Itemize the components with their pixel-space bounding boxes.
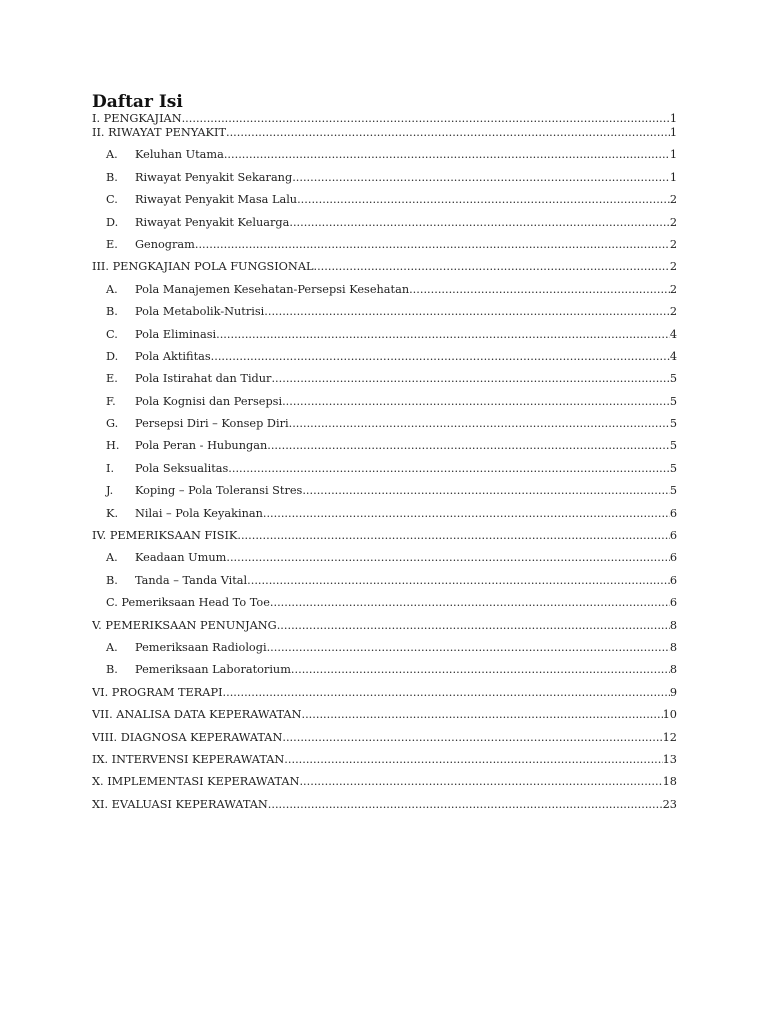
toc-entry-marker: A. — [106, 282, 118, 296]
dot-leader — [289, 417, 670, 430]
toc-entry-marker: B. — [106, 663, 118, 677]
dot-leader — [216, 328, 670, 341]
toc-entry-label: IX. INTERVENSI KEPERAWATAN — [92, 752, 285, 766]
toc-entry-label: Keluhan Utama — [135, 148, 224, 162]
toc-list — [92, 112, 677, 820]
toc-entry-marker: A. — [106, 640, 118, 654]
dot-leader — [247, 574, 670, 587]
toc-entry-marker: A. — [106, 551, 118, 565]
toc-entry-label: Riwayat Penyakit Masa Lalu — [135, 193, 298, 207]
toc-entry[interactable] — [92, 328, 677, 350]
toc-entry[interactable] — [92, 439, 677, 461]
toc-entry-page-number: 9 — [669, 685, 677, 699]
dot-leader — [226, 126, 670, 139]
toc-entry-page-number: 1 — [669, 126, 677, 139]
toc-entry-label: Genogram — [135, 237, 195, 251]
toc-entry-label: Persepsi Diri – Konsep Diri — [135, 417, 289, 431]
toc-title: Daftar Isi — [92, 92, 183, 112]
toc-entry-marker: K. — [106, 506, 119, 520]
toc-entry[interactable] — [92, 148, 677, 170]
toc-entry[interactable] — [92, 260, 677, 282]
toc-entry-page-number: 6 — [669, 506, 677, 520]
dot-leader — [182, 112, 670, 125]
toc-entry-marker: D. — [106, 349, 119, 363]
toc-entry-page-number: 10 — [662, 708, 677, 722]
dot-leader — [282, 731, 662, 744]
toc-entry-page-number: 6 — [669, 573, 677, 587]
toc-entry-label: VI. PROGRAM TERAPI — [92, 685, 223, 699]
dot-leader — [409, 283, 670, 296]
dot-leader — [297, 193, 670, 206]
toc-entry[interactable] — [92, 663, 677, 685]
toc-entry-page-number: 13 — [662, 752, 677, 766]
toc-entry-marker: B. — [106, 170, 118, 184]
toc-entry-label: V. PEMERIKSAAN PENUNJANG — [92, 618, 277, 632]
toc-entry-label: Pemeriksaan Radiologi — [135, 640, 267, 654]
toc-entry-label: Pola Seksualitas — [135, 461, 229, 475]
toc-entry[interactable] — [92, 507, 677, 529]
dot-leader — [228, 462, 670, 475]
toc-entry[interactable] — [92, 350, 677, 372]
toc-entry-page-number: 1 — [669, 148, 677, 162]
toc-entry[interactable] — [92, 238, 677, 260]
dot-leader — [263, 507, 670, 520]
toc-entry[interactable] — [92, 529, 677, 551]
toc-entry[interactable] — [92, 126, 677, 148]
toc-entry-page-number: 8 — [669, 618, 677, 632]
toc-entry-page-number: 2 — [669, 260, 677, 274]
dot-leader — [237, 529, 669, 542]
toc-entry-page-number: 5 — [669, 484, 677, 498]
toc-entry[interactable] — [92, 574, 677, 596]
toc-entry[interactable] — [92, 462, 677, 484]
toc-entry-label: I. PENGKAJIAN — [92, 112, 182, 125]
toc-entry-label: VIII. DIAGNOSA KEPERAWATAN — [92, 730, 283, 744]
dot-leader — [264, 305, 670, 318]
toc-entry-page-number: 5 — [669, 394, 677, 408]
toc-entry[interactable] — [92, 641, 677, 663]
toc-entry-label: VII. ANALISA DATA KEPERAWATAN — [92, 708, 302, 722]
toc-entry[interactable] — [92, 171, 677, 193]
dot-leader — [224, 148, 670, 161]
toc-entry[interactable] — [92, 395, 677, 417]
toc-entry[interactable] — [92, 283, 677, 305]
dot-leader — [302, 484, 669, 497]
toc-entry-marker: A. — [106, 148, 118, 162]
toc-entry-label: Pola Istirahat dan Tidur — [135, 372, 272, 386]
dot-leader — [223, 686, 670, 699]
toc-entry-label: Riwayat Penyakit Sekarang — [135, 170, 293, 184]
toc-entry-marker: F. — [106, 394, 116, 408]
toc-entry-label: II. RIWAYAT PENYAKIT — [92, 126, 226, 139]
toc-entry-label: Pola Aktifitas — [135, 349, 211, 363]
dot-leader — [277, 619, 670, 632]
toc-entry[interactable] — [92, 193, 677, 215]
toc-entry[interactable] — [92, 775, 677, 797]
toc-entry-label: Tanda – Tanda Vital — [135, 573, 248, 587]
toc-entry-label: XI. EVALUASI KEPERAWATAN — [92, 797, 268, 811]
dot-leader — [226, 551, 669, 564]
toc-entry-label: Riwayat Penyakit Keluarga — [135, 215, 290, 229]
toc-entry-marker: C. — [106, 193, 118, 207]
toc-entry-page-number: 2 — [669, 282, 677, 296]
toc-entry[interactable] — [92, 484, 677, 506]
toc-entry-page-number: 5 — [669, 417, 677, 431]
dot-leader — [270, 596, 670, 609]
toc-entry-label: Koping – Pola Toleransi Stres — [135, 484, 303, 498]
toc-entry-page-number: 1 — [669, 112, 677, 125]
dot-leader — [267, 641, 670, 654]
toc-entry-label: III. PENGKAJIAN POLA FUNGSIONAL — [92, 260, 314, 274]
toc-entry-marker: B. — [106, 573, 118, 587]
toc-entry[interactable] — [92, 417, 677, 439]
toc-entry[interactable] — [92, 619, 677, 641]
dot-leader — [282, 395, 670, 408]
toc-entry-page-number: 12 — [662, 730, 677, 744]
toc-entry-marker: I. — [106, 461, 115, 475]
dot-leader — [284, 753, 662, 766]
toc-entry-label: Pemeriksaan Laboratorium — [135, 663, 291, 677]
toc-entry-marker: D. — [106, 215, 119, 229]
dot-leader — [289, 216, 669, 229]
toc-entry-page-number: 2 — [669, 193, 677, 207]
dot-leader — [271, 372, 669, 385]
toc-entry-page-number: 5 — [669, 461, 677, 475]
toc-entry-label: Pola Metabolik-Nutrisi — [135, 305, 265, 319]
toc-entry-label: X. IMPLEMENTASI KEPERAWATAN — [92, 775, 300, 789]
toc-entry-label: Pola Peran - Hubungan — [135, 439, 268, 453]
dot-leader — [211, 350, 670, 363]
dot-leader — [268, 798, 663, 811]
toc-entry[interactable] — [92, 305, 677, 327]
toc-entry-marker: E. — [106, 372, 118, 386]
dot-leader — [291, 663, 670, 676]
toc-entry[interactable] — [92, 686, 677, 708]
toc-entry-label: Keadaan Umum — [135, 551, 227, 565]
toc-entry-marker: J. — [106, 484, 114, 498]
toc-entry-marker: H. — [106, 439, 120, 453]
toc-entry-page-number: 8 — [669, 663, 677, 677]
toc-entry[interactable] — [92, 753, 677, 775]
toc-entry[interactable] — [92, 798, 677, 820]
toc-entry-label: C. Pemeriksaan Head To Toe — [106, 596, 270, 610]
toc-entry-marker: C. — [106, 327, 118, 341]
toc-entry-page-number: 4 — [669, 327, 677, 341]
toc-entry-page-number: 5 — [669, 439, 677, 453]
toc-entry-label: Pola Kognisi dan Persepsi — [135, 394, 283, 408]
toc-entry-page-number: 6 — [669, 596, 677, 610]
toc-entry-page-number: 6 — [669, 551, 677, 565]
toc-entry-page-number: 2 — [669, 305, 677, 319]
toc-entry-page-number: 2 — [669, 215, 677, 229]
toc-entry-page-number: 8 — [669, 640, 677, 654]
toc-entry-page-number: 5 — [669, 372, 677, 386]
toc-entry-page-number: 2 — [669, 237, 677, 251]
dot-leader — [267, 439, 670, 452]
dot-leader — [299, 775, 662, 788]
toc-entry[interactable] — [92, 112, 677, 126]
toc-entry-marker: B. — [106, 305, 118, 319]
toc-entry-label: Nilai – Pola Keyakinan — [135, 506, 263, 520]
toc-entry-label: Pola Eliminasi — [135, 327, 217, 341]
toc-entry-page-number: 23 — [662, 797, 677, 811]
toc-entry-page-number: 1 — [669, 170, 677, 184]
dot-leader — [195, 238, 670, 251]
toc-entry[interactable] — [92, 596, 677, 618]
toc-entry-label: IV. PEMERIKSAAN FISIK — [92, 529, 238, 543]
dot-leader — [292, 171, 670, 184]
toc-entry-marker: E. — [106, 237, 118, 251]
toc-entry[interactable] — [92, 551, 677, 573]
toc-entry-page-number: 4 — [669, 349, 677, 363]
toc-entry-label: Pola Manajemen Kesehatan-Persepsi Kesehatan — [135, 282, 410, 296]
dot-leader — [301, 708, 662, 721]
toc-entry-page-number: 6 — [669, 529, 677, 543]
toc-entry-page-number: 18 — [662, 775, 677, 789]
toc-entry[interactable] — [92, 731, 677, 753]
dot-leader — [313, 260, 669, 273]
toc-entry[interactable] — [92, 216, 677, 238]
document-page — [92, 92, 677, 820]
toc-entry-marker: G. — [106, 417, 119, 431]
toc-entry[interactable] — [92, 372, 677, 394]
toc-entry[interactable] — [92, 708, 677, 730]
